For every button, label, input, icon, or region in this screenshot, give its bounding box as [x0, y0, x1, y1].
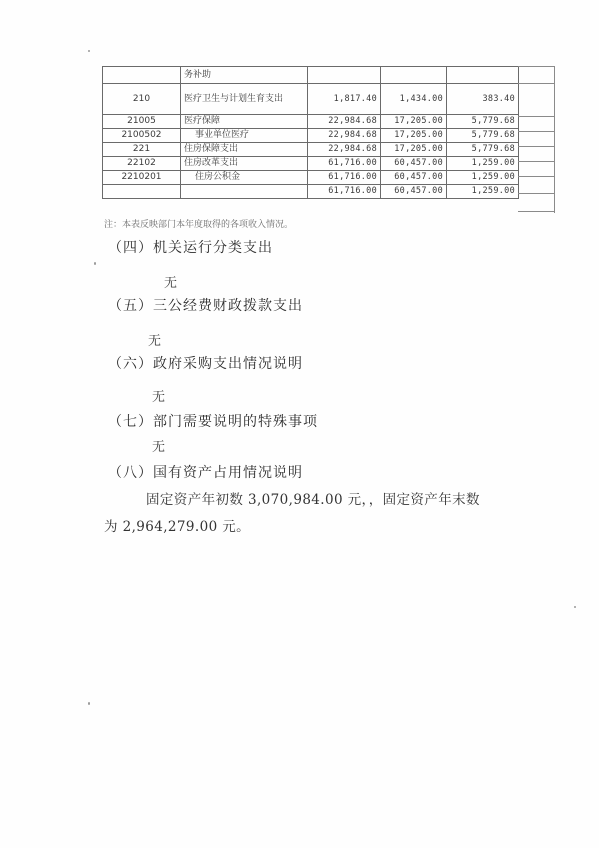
budget-table: [102, 66, 519, 199]
table-cell-code: [103, 67, 181, 84]
table-cell-value: 17,205.00: [381, 129, 447, 143]
table-cell-value: 60,457.00: [381, 171, 447, 185]
table-cell-name: 医疗保障: [181, 115, 308, 129]
table-divider: [518, 116, 554, 117]
table-cell-value: 5,779.68: [447, 143, 519, 157]
section-heading-8: （八）国有资产占用情况说明: [108, 465, 303, 481]
section-body-4: 无: [164, 276, 178, 291]
table-cell-name: 务补助: [181, 67, 308, 84]
table-cell-name: 事业单位医疗: [181, 129, 308, 143]
section-heading-6: （六）政府采购支出情况说明: [108, 356, 303, 372]
table-extra-column: [518, 66, 555, 213]
table-cell-value: 1,434.00: [381, 84, 447, 115]
table-cell-value: 61,716.00: [308, 185, 381, 199]
asset-paragraph-line-1: 固定资产年初数 3,070,984.00 元，，固定资产年末数: [146, 492, 480, 508]
section-body-6: 无: [152, 390, 166, 405]
table-cell-value: 5,779.68: [447, 129, 519, 143]
table-divider: [518, 131, 554, 132]
table-cell-name: 住房保障支出: [181, 143, 308, 157]
table-cell-value: 17,205.00: [381, 143, 447, 157]
table-cell-code: 2100502: [103, 129, 181, 143]
scan-speck: [94, 262, 96, 265]
section-body-5: 无: [148, 334, 162, 349]
table-cell-value: [447, 67, 519, 84]
table-cell-value: [308, 67, 381, 84]
table-cell-code: 2210201: [103, 171, 181, 185]
table-cell-value: 60,457.00: [381, 185, 447, 199]
table-divider: [518, 161, 554, 162]
table-cell-value: 383.40: [447, 84, 519, 115]
table-cell-value: 1,817.40: [308, 84, 381, 115]
table-divider: [518, 83, 554, 84]
table-cell-code: 22102: [103, 157, 181, 171]
table-row: [103, 67, 519, 84]
table-cell-value: 60,457.00: [381, 157, 447, 171]
table-cell-code: 210: [103, 84, 181, 115]
table-cell-name: 医疗卫生与计划生育支出: [181, 84, 308, 115]
table-divider: [518, 176, 554, 177]
table-cell-value: 22,984.68: [308, 115, 381, 129]
table-row: [103, 84, 519, 115]
table-cell-value: 5,779.68: [447, 115, 519, 129]
table-cell-value: 1,259.00: [447, 171, 519, 185]
section-body-7: 无: [152, 440, 166, 455]
table-cell-value: 17,205.00: [381, 115, 447, 129]
table-cell-name: 住房公积金: [181, 171, 308, 185]
table-divider: [518, 146, 554, 147]
scan-speck: [88, 702, 90, 705]
table-cell-value: 61,716.00: [308, 157, 381, 171]
table-note: 注：本表反映部门本年度取得的各项收入情况。: [104, 220, 294, 230]
section-heading-4: （四）机关运行分类支出: [108, 240, 273, 256]
section-heading-5: （五）三公经费财政拨款支出: [108, 298, 303, 314]
table-cell-value: 1,259.00: [447, 157, 519, 171]
table-cell-value: [381, 67, 447, 84]
section-heading-7: （七）部门需要说明的特殊事项: [108, 414, 318, 430]
table-row: [103, 143, 519, 157]
table-row: [103, 185, 519, 199]
table-row: [103, 129, 519, 143]
table-divider: [518, 211, 554, 212]
table-cell-code: 21005: [103, 115, 181, 129]
table-cell-name: 住房改革支出: [181, 157, 308, 171]
table-cell-value: 1,259.00: [447, 185, 519, 199]
scan-speck: [574, 606, 576, 608]
table-cell-code: 221: [103, 143, 181, 157]
asset-paragraph-line-2: 为 2,964,279.00 元。: [104, 519, 251, 535]
table-row: [103, 171, 519, 185]
table-cell-code: [103, 185, 181, 199]
table-cell-value: 61,716.00: [308, 171, 381, 185]
table-cell-value: 22,984.68: [308, 143, 381, 157]
table-divider: [518, 193, 554, 194]
table-cell-name: [181, 185, 308, 199]
scan-speck: [88, 50, 90, 52]
table-cell-value: 22,984.68: [308, 129, 381, 143]
table-row: [103, 157, 519, 171]
table-row: [103, 115, 519, 129]
